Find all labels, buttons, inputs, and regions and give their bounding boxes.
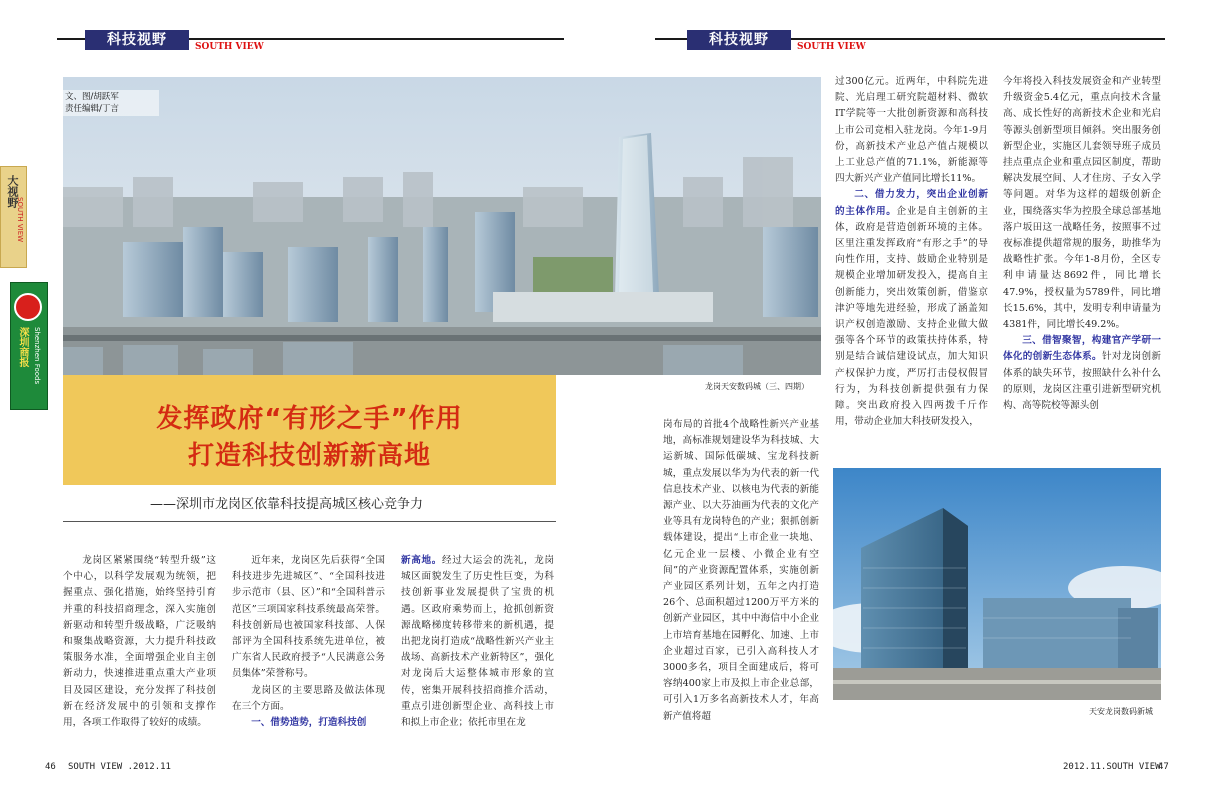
headline-line1: 发挥政府“有形之手”作用	[156, 404, 463, 434]
body-column-3	[401, 553, 554, 731]
footer-left-page-number: 46	[45, 762, 56, 772]
paragraph: 岗布局的首批4个战略性新兴产业基地，高标准规划建设华为科技城、大运新城、国际低碳城、宝龙科技新城，重点发展以华为为代表的新一代信息技术产业、以核电为代表的新能源产业、以大芬油画为代表的文化产业等具有龙岗特色的产业；狠抓创新载体建设，提出“上市企业一块地、亿元企业一层楼、小微企业有空间”的产业资源配置体系，实施创新产业园区系列计划，五年之内打造26个、总面积超过1200万平方米的创新产业园区，其中中海信中小企业上市培育基地在园孵化、加速、上市企业超过百家，已引入高科技人才3000多名，项目全面建成后，将可容纳400家上市及拟上市企业总部，可引入1万多名高新技术人才，年高新产值将超	[663, 419, 819, 722]
section-heading-3: 三、借智聚智，构建官产学研一体化的创新生态体系。	[1003, 335, 1161, 363]
bottom-image-caption: 天安龙岗数码新城	[1089, 707, 1153, 716]
subtitle: ——深圳市龙岗区依靠科技提高城区核心竞争力	[150, 497, 424, 512]
body-column-5	[835, 74, 988, 430]
byline-editor: 责任编辑/丁言	[65, 104, 119, 114]
section-tab-left: 科技视野	[85, 30, 189, 50]
paragraph: 过300亿元。近两年，中科院先进院、光启理工研究院超材料、微软IT学院等一大批创新资源和高科技上市公司竞相入驻龙岗。今年1-9月份，高新技术产业总产值占规模以上工业总产值的71.1%，新能源等四大新兴产业产值同比增长11%。	[835, 76, 988, 185]
body-column-4	[663, 417, 819, 725]
city-skyline-illustration	[63, 77, 821, 375]
side-tab-section	[0, 166, 27, 268]
body-column-1	[63, 553, 216, 731]
south-view-label-right: SOUTH VIEW	[797, 42, 866, 52]
footer-left-text: SOUTH VIEW .2012.11	[68, 762, 171, 772]
headline-box	[63, 375, 556, 485]
south-view-label-left: SOUTH VIEW	[195, 42, 264, 52]
footer-right-text: 2012.11.SOUTH VIEW	[1063, 762, 1161, 772]
byline-block	[63, 90, 159, 116]
paragraph	[401, 553, 554, 731]
body-column-6	[1003, 74, 1161, 414]
paragraph	[1003, 333, 1161, 414]
subtitle-rule	[63, 521, 556, 522]
side-tab-label: 大视野	[6, 175, 19, 208]
paragraph	[835, 187, 988, 430]
side-tab-en: SOUTH VIEW	[16, 197, 24, 243]
paragraph-text: 针对龙岗创新体系的缺失环节，按照缺什么补什么的原则，龙岗区注重引进新型研究机构、高等院校等源头创	[1003, 351, 1161, 412]
bottom-building-image	[833, 468, 1161, 700]
section-heading-1-cont: 新高地。	[401, 555, 442, 566]
section-heading-2: 二、借力发力，突出企业创新的主体作用。	[835, 189, 988, 217]
paragraph-text: 经过大运会的洗礼，龙岗城区面貌发生了历史性巨变，为科技创新事业发展提供了宝贵的机遇。区政府乘势而上，抢抓创新资源战略梯度转移带来的新机遇，提出把龙岗打造成“战略性新兴产业主战场、高新技术产业新特区”，强化对龙岗后大运整体城市形象的宣传，密集开展科技招商推介活动，重点引进创新型企业、高科技上市和拟上市企业；依托市里在龙	[401, 555, 555, 729]
footer-right-page-number: 47	[1158, 762, 1169, 772]
paragraph-text: 企业是自主创新的主体，政府是营造创新环境的主体。区里注重发挥政府“有形之手”的导向性作用，支持、鼓励企业特别是规模企业增加研发投入，提高自主创新能力，突出效策创新，借鉴京津沪等地先进经验，形成了涵盖知识产权创造激励、支持企业做大做强等各个环节的政策扶持体系，特别是结合诚信建设试点，加大知识产权保护力度，严厉打击侵权假冒行为，为科技创新提供强有力保障。突出政府投入四两拨千斤作用，带动企业加大科技研发投入，	[835, 205, 989, 428]
section-tab-right: 科技视野	[687, 30, 791, 50]
byline-author: 文、图/胡跃军	[65, 92, 119, 102]
paragraph: 近年来，龙岗区先后获得“全国科技进步先进城区”、“全国科技进步示范市（县、区）”和“全国科普示范区”三项国家科技系统最高荣誉。科技创新局也被国家科技部、人保部评为全国科技系统先进单位，被广东省人民政府授予“人民满意公务员集体”荣誉称号。	[232, 555, 385, 680]
office-building-photo	[833, 468, 1161, 700]
body-column-2	[232, 553, 385, 731]
headline-line2: 打造科技创新新高地	[187, 441, 431, 471]
paragraph: 龙岗区的主要思路及做法体现在三个方面。	[232, 684, 385, 712]
brand-logo-icon	[14, 293, 42, 321]
brand-name-en: Shenzhen Foods	[33, 327, 41, 385]
paragraph: 龙岗区紧紧围绕“转型升级”这个中心，以科学发展观为统领，把握重点、强化措施，始终坚持引育并重的科技招商理念，深入实施创新驱动和转型升级战略，广泛吸纳和聚集战略资源，大力提升科技政策服务水准，全面增强企业自主创新动力，快速推进重点重大产业项目及园区建设，充分发挥了科技创新在经济发展中的引领和支撑作用，各项工作取得了较好的成绩。	[63, 555, 216, 729]
brand-name-cn: 深圳商报	[17, 327, 28, 367]
top-panorama-image	[63, 77, 821, 375]
top-image-caption: 龙岗天安数码城（三、四期）	[705, 382, 809, 391]
section-heading-1: 一、借势造势，打造科技创	[251, 717, 367, 729]
paragraph: 今年将投入科技发展资金和产业转型升级资金5.4亿元，重点向技术含量高、成长性好的高新技术企业和光启等源头创新型项目倾斜。突出服务创新型企业，实施区儿套领导班子成员挂点重点企业和重点园区制度，帮助解决发展空间、人才住房、子女入学等问题。对华为这样的超级创新企业，围绕落实华为控股全球总部基地落户坂田这一战略任务，按照事不过夜标准提供超常规的服务，助推华为战略性扩张。今年1-8月份，全区专利申请量达8692件，同比增长47.9%，授权量为5789件，同比增长15.6%，其中，发明专利申请量为4381件，同比增长49.2%。	[1003, 76, 1161, 331]
side-tab-brand	[10, 282, 48, 410]
